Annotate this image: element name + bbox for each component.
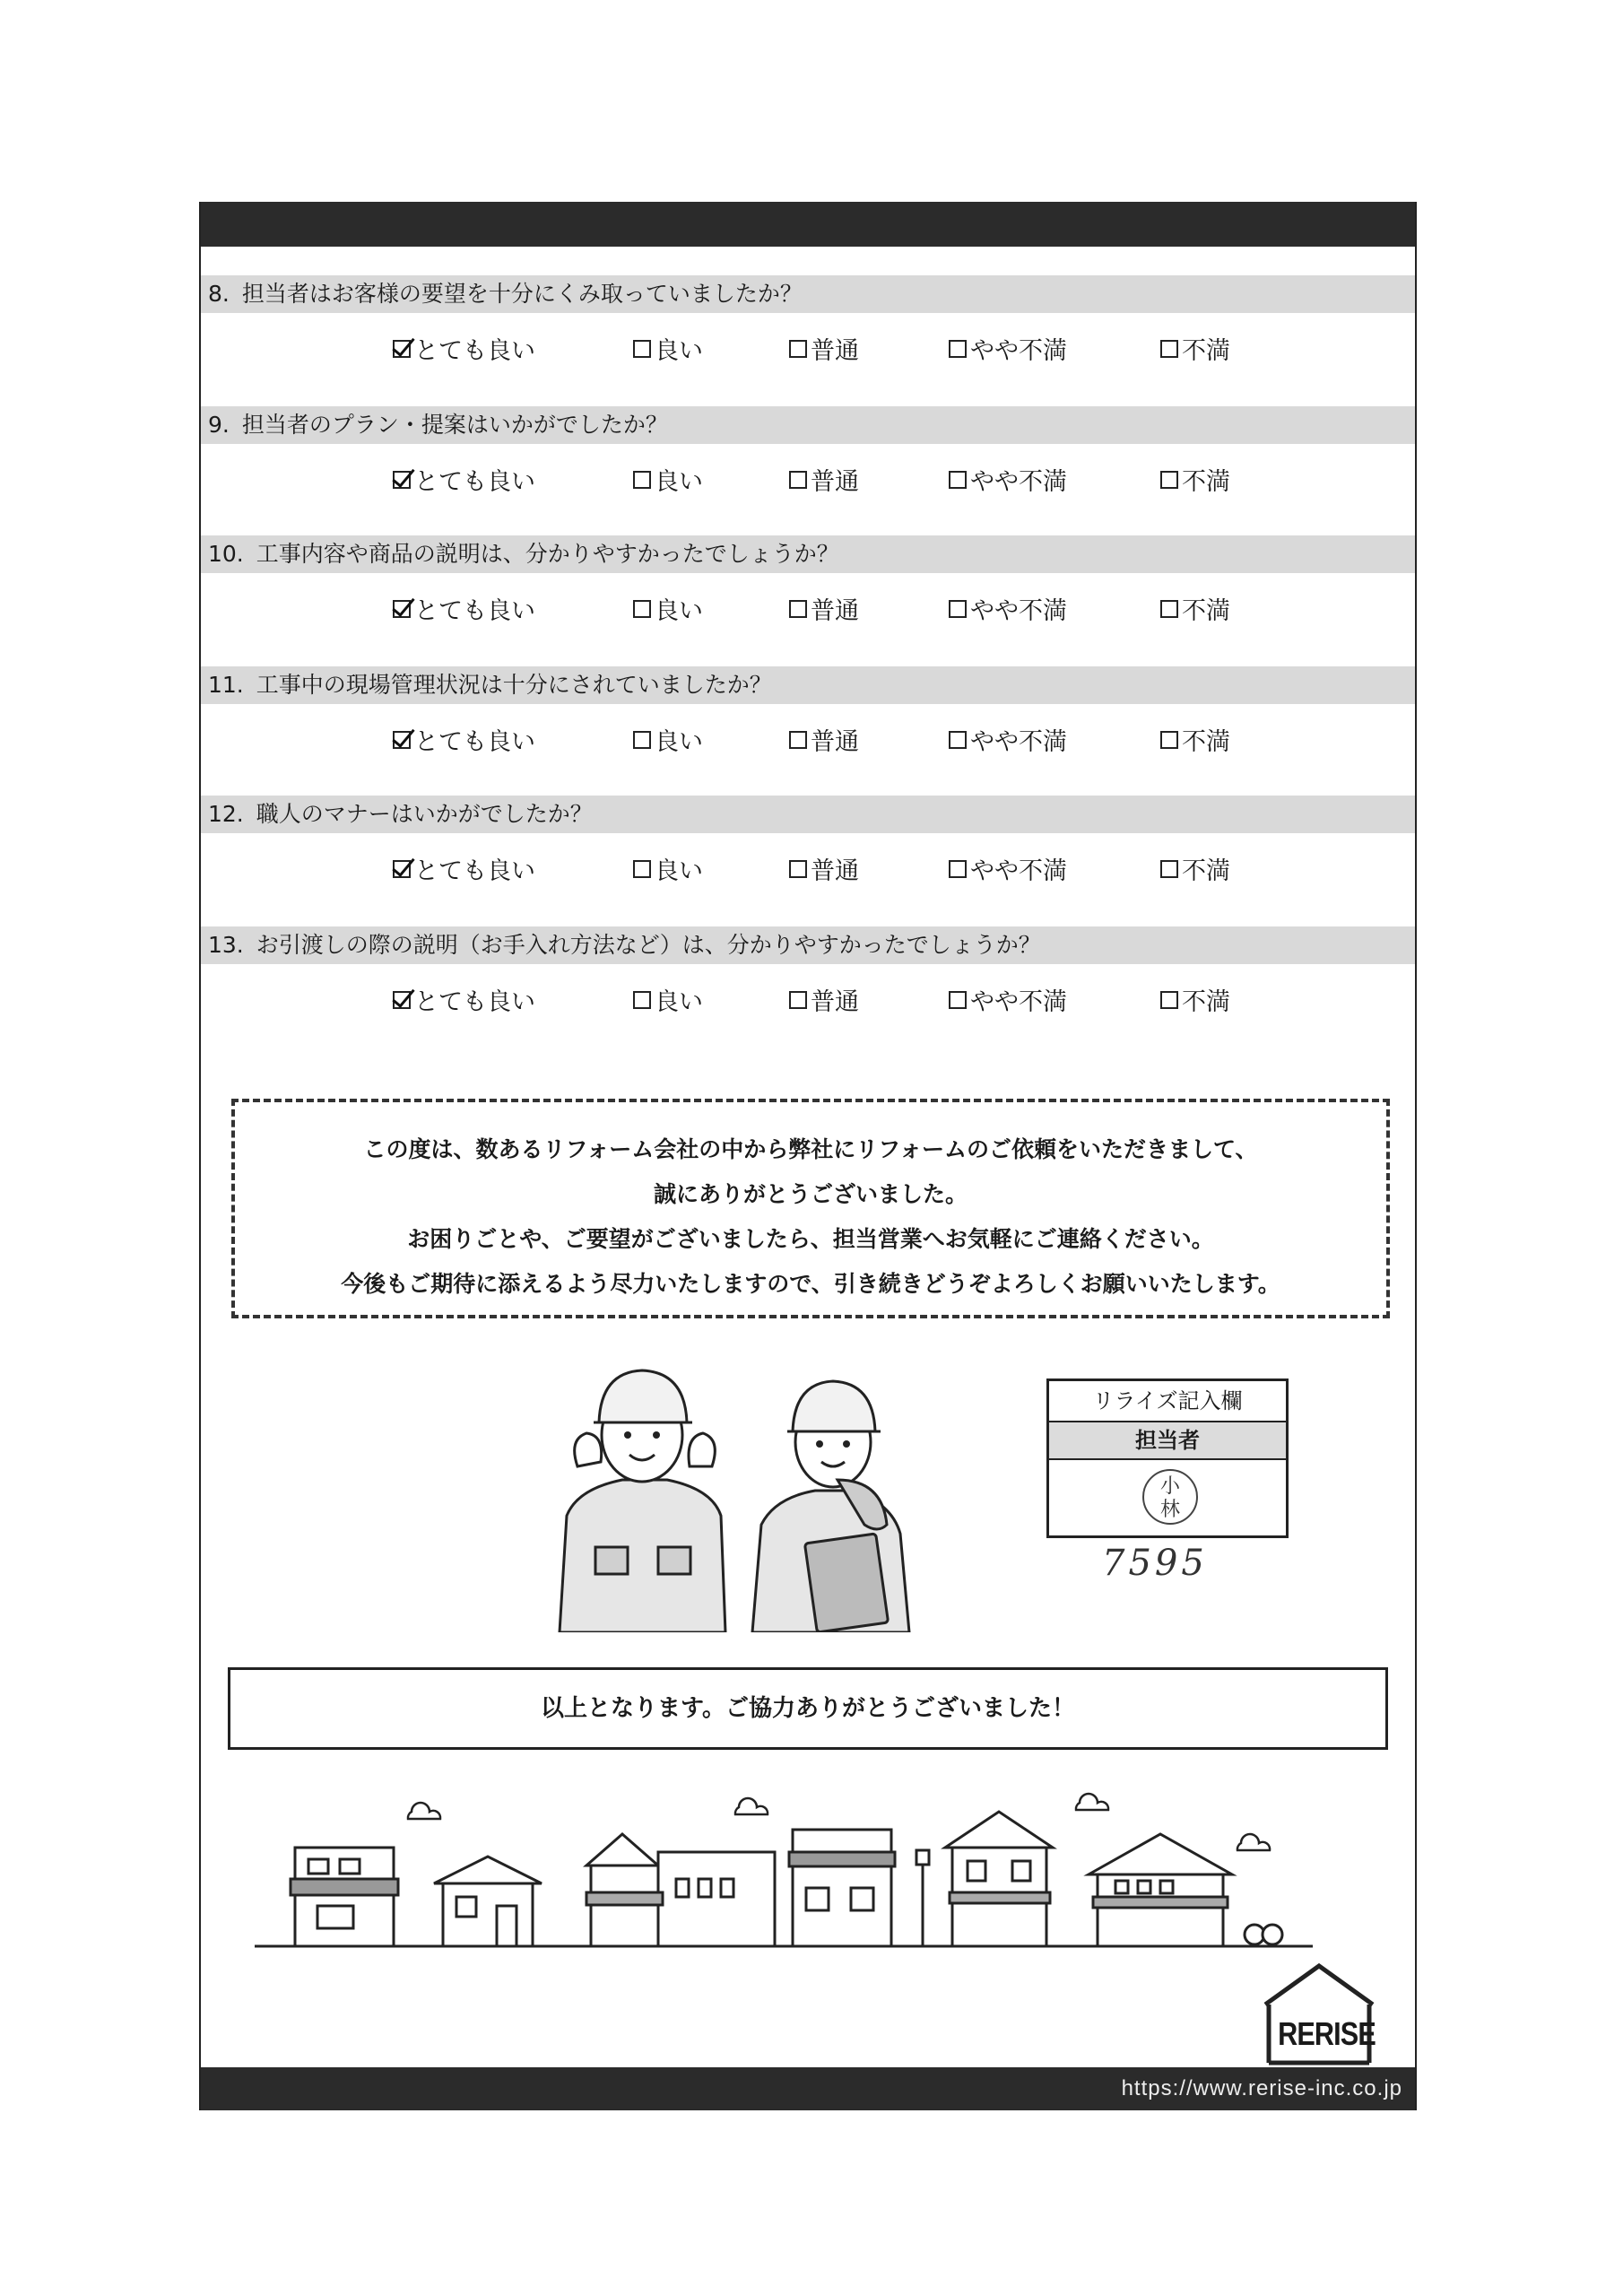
checkbox-icon[interactable] bbox=[1160, 600, 1178, 618]
option-very-good[interactable]: とても良い bbox=[393, 851, 535, 886]
question-number: 11. bbox=[208, 672, 244, 698]
option-dissatisfied[interactable]: 不満 bbox=[1160, 462, 1230, 497]
question-13 bbox=[201, 926, 1415, 1057]
question-number: 10. bbox=[208, 541, 244, 567]
header-bar bbox=[201, 202, 1415, 247]
checkbox-icon[interactable] bbox=[633, 471, 651, 489]
question-text: 工事内容や商品の説明は、分かりやすかったでしょうか？ bbox=[256, 541, 839, 567]
question-text: 担当者のプラン・提案はいかがでしたか？ bbox=[241, 412, 668, 438]
checkbox-icon[interactable] bbox=[633, 340, 651, 358]
thank-you-message bbox=[231, 1099, 1390, 1318]
checkbox-icon[interactable] bbox=[633, 600, 651, 618]
option-slightly-dissatisfied[interactable]: やや不満 bbox=[949, 462, 1067, 497]
checkbox-icon[interactable] bbox=[633, 860, 651, 878]
option-slightly-dissatisfied[interactable]: やや不満 bbox=[949, 851, 1067, 886]
checkbox-icon[interactable] bbox=[633, 991, 651, 1009]
checkbox-checked-icon[interactable] bbox=[393, 860, 411, 878]
message-line: 今後もご期待に添えるよう尽力いたしますので、引き続きどうぞよろしくお願いいたします。 bbox=[341, 1271, 1280, 1297]
question-number: 8. bbox=[208, 281, 230, 307]
question-text: 担当者はお客様の要望を十分にくみ取っていましたか？ bbox=[241, 281, 803, 307]
checkbox-icon[interactable] bbox=[949, 860, 967, 878]
town-illustration-icon bbox=[255, 1780, 1313, 1960]
checkbox-checked-icon[interactable] bbox=[393, 600, 411, 618]
question-8 bbox=[201, 275, 1415, 406]
option-normal[interactable]: 普通 bbox=[789, 982, 859, 1017]
message-line: この度は、数あるリフォーム会社の中から弊社にリフォームのご依頼をいただきまして、 bbox=[363, 1136, 1258, 1162]
option-good[interactable]: 良い bbox=[633, 851, 703, 886]
question-number: 13. bbox=[208, 932, 244, 958]
option-good[interactable]: 良い bbox=[633, 591, 703, 626]
option-slightly-dissatisfied[interactable]: やや不満 bbox=[949, 331, 1067, 366]
question-12 bbox=[201, 796, 1415, 926]
question-number: 12. bbox=[208, 801, 244, 827]
option-normal[interactable]: 普通 bbox=[789, 722, 859, 757]
record-header: リライズ記入欄 bbox=[1049, 1381, 1286, 1422]
option-very-good[interactable]: とても良い bbox=[393, 982, 535, 1017]
option-good[interactable]: 良い bbox=[633, 462, 703, 497]
option-slightly-dissatisfied[interactable]: やや不満 bbox=[949, 982, 1067, 1017]
checkbox-checked-icon[interactable] bbox=[393, 340, 411, 358]
message-line: 誠にありがとうございました。 bbox=[653, 1181, 968, 1207]
question-text: 職人のマナーはいかがでしたか？ bbox=[256, 801, 593, 827]
closing-message: 以上となります。ご協力ありがとうございました！ bbox=[228, 1667, 1388, 1750]
option-very-good[interactable]: とても良い bbox=[393, 331, 535, 366]
checkbox-icon[interactable] bbox=[789, 471, 807, 489]
checkbox-checked-icon[interactable] bbox=[393, 731, 411, 749]
checkbox-icon[interactable] bbox=[949, 600, 967, 618]
question-11 bbox=[201, 666, 1415, 797]
message-line: お困りごとや、ご要望がございましたら、担当営業へお気軽にご連絡ください。 bbox=[407, 1226, 1214, 1252]
staff-label: 担当者 bbox=[1049, 1422, 1286, 1460]
checkbox-icon[interactable] bbox=[1160, 860, 1178, 878]
option-very-good[interactable]: とても良い bbox=[393, 462, 535, 497]
checkbox-icon[interactable] bbox=[1160, 340, 1178, 358]
checkbox-icon[interactable] bbox=[789, 600, 807, 618]
option-dissatisfied[interactable]: 不満 bbox=[1160, 331, 1230, 366]
option-very-good[interactable]: とても良い bbox=[393, 591, 535, 626]
question-number: 9. bbox=[208, 412, 230, 438]
option-normal[interactable]: 普通 bbox=[789, 851, 859, 886]
question-9 bbox=[201, 406, 1415, 537]
record-box bbox=[1046, 1378, 1289, 1538]
checkbox-checked-icon[interactable] bbox=[393, 991, 411, 1009]
checkbox-icon[interactable] bbox=[949, 471, 967, 489]
checkbox-icon[interactable] bbox=[633, 731, 651, 749]
rerise-logo bbox=[1256, 1955, 1382, 2067]
checkbox-icon[interactable] bbox=[1160, 731, 1178, 749]
seal-stamp: 小 林 bbox=[1142, 1469, 1198, 1525]
checkbox-checked-icon[interactable] bbox=[393, 471, 411, 489]
option-very-good[interactable]: とても良い bbox=[393, 722, 535, 757]
option-good[interactable]: 良い bbox=[633, 722, 703, 757]
checkbox-icon[interactable] bbox=[949, 340, 967, 358]
checkbox-icon[interactable] bbox=[1160, 471, 1178, 489]
checkbox-icon[interactable] bbox=[789, 340, 807, 358]
option-normal[interactable]: 普通 bbox=[789, 331, 859, 366]
survey-page bbox=[199, 202, 1417, 2110]
option-dissatisfied[interactable]: 不満 bbox=[1160, 851, 1230, 886]
footer-bar bbox=[201, 2067, 1415, 2110]
logo-text: RERISE bbox=[1278, 2015, 1376, 2052]
option-normal[interactable]: 普通 bbox=[789, 462, 859, 497]
checkbox-icon[interactable] bbox=[789, 991, 807, 1009]
option-slightly-dissatisfied[interactable]: やや不満 bbox=[949, 722, 1067, 757]
option-good[interactable]: 良い bbox=[633, 982, 703, 1017]
option-normal[interactable]: 普通 bbox=[789, 591, 859, 626]
footer-url-link[interactable]: https://www.rerise-inc.co.jp bbox=[1121, 2076, 1402, 2100]
option-good[interactable]: 良い bbox=[633, 331, 703, 366]
workers-illustration-icon bbox=[542, 1354, 936, 1632]
checkbox-icon[interactable] bbox=[949, 991, 967, 1009]
checkbox-icon[interactable] bbox=[789, 860, 807, 878]
option-dissatisfied[interactable]: 不満 bbox=[1160, 591, 1230, 626]
option-slightly-dissatisfied[interactable]: やや不満 bbox=[949, 591, 1067, 626]
handwritten-number: 7595 bbox=[1102, 1543, 1208, 1584]
question-text: 工事中の現場管理状況は十分にされていましたか？ bbox=[256, 672, 772, 698]
checkbox-icon[interactable] bbox=[789, 731, 807, 749]
question-text: お引渡しの際の説明（お手入れ方法など）は、分かりやすかったでしょうか？ bbox=[256, 932, 1041, 958]
option-dissatisfied[interactable]: 不満 bbox=[1160, 982, 1230, 1017]
checkbox-icon[interactable] bbox=[1160, 991, 1178, 1009]
question-10 bbox=[201, 535, 1415, 666]
staff-stamp-area bbox=[1049, 1460, 1286, 1539]
checkbox-icon[interactable] bbox=[949, 731, 967, 749]
option-dissatisfied[interactable]: 不満 bbox=[1160, 722, 1230, 757]
